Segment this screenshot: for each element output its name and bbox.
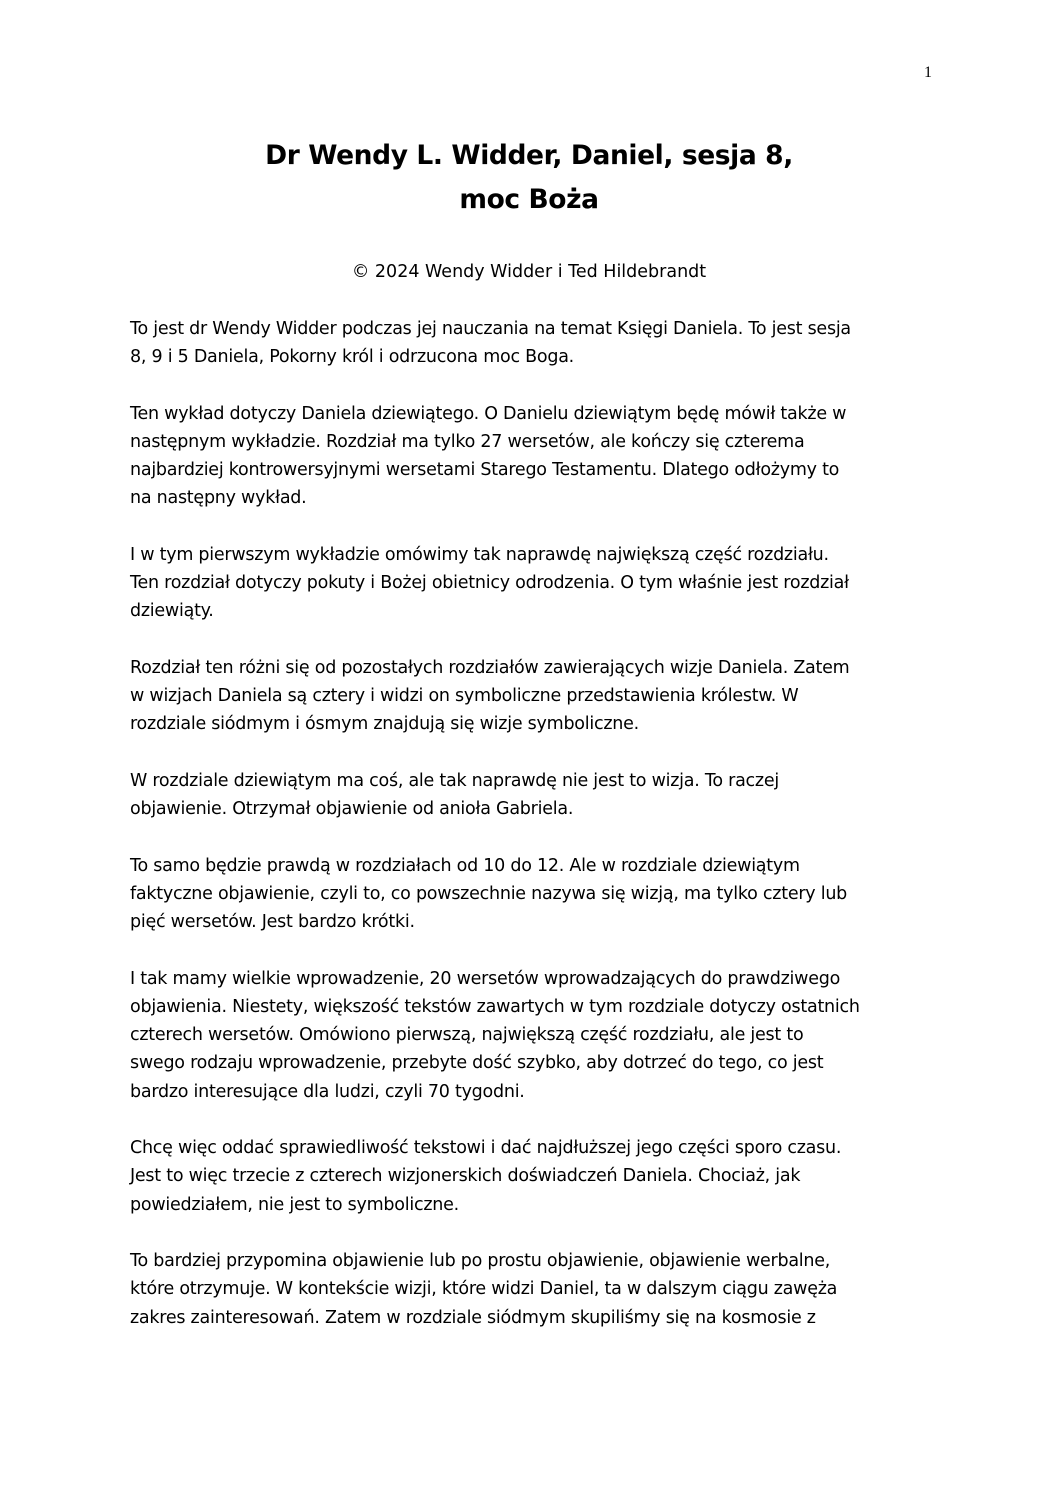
paragraph-line: I tak mamy wielkie wprowadzenie, 20 wersetów wprowadzających do prawdziwego (130, 968, 841, 989)
paragraph-line: Chcę więc oddać sprawiedliwość tekstowi i dać najdłuższej jego części sporo czasu. (130, 1138, 842, 1159)
paragraph-line: W rozdziale dziewiątym ma coś, ale tak naprawdę nie jest to wizja. To raczej (130, 771, 779, 791)
paragraph (130, 1134, 940, 1219)
paragraph (130, 541, 940, 626)
paragraph-line: na następny wykład. (130, 488, 307, 509)
paragraph (130, 315, 940, 371)
paragraph-line: Ten wykład dotyczy Daniela dziewiątego. O Danielu dziewiątym będę mówił także w (130, 403, 847, 424)
paragraph-line: w wizjach Daniela są cztery i widzi on symboliczne przedstawienia królestw. W (130, 686, 799, 707)
paragraph-line: pięć wersetów. Jest bardzo krótki. (130, 912, 415, 933)
paragraph-line: dziewiąty. (130, 601, 214, 622)
copyright-notice: © 2024 Wendy Widder i Ted Hildebrandt (351, 262, 707, 282)
paragraph-line: rozdziale siódmym i ósmym znajdują się wizje symboliczne. (130, 714, 639, 735)
paragraph-line: Jest to więc trzecie z czterech wizjonerskich doświadczeń Daniela. Chociaż, jak (130, 1166, 801, 1187)
paragraph-line: To jest dr Wendy Widder podczas jej nauczania na temat Księgi Daniela. To jest sesja (130, 319, 851, 339)
paragraph-line: Rozdział ten różni się od pozostałych rozdziałów zawierających wizje Daniela. Zatem (130, 658, 850, 678)
paragraph-line: To samo będzie prawdą w rozdziałach od 10 do 12. Ale w rozdziale dziewiątym (130, 855, 800, 876)
document-title (0, 134, 1058, 222)
paragraph-line: zakres zainteresowań. Zatem w rozdziale siódmym skupiliśmy się na kosmosie z (130, 1307, 816, 1328)
paragraph (130, 400, 940, 513)
paragraph-line: objawienie. Otrzymał objawienie od anioła Gabriela. (130, 799, 574, 820)
paragraph-line: I w tym pierwszym wykładzie omówimy tak naprawdę największą część rozdziału. (130, 545, 829, 565)
paragraph-line: bardzo interesujące dla ludzi, czyli 70 tygodni. (130, 1081, 525, 1102)
paragraph (130, 965, 940, 1106)
paragraph (130, 654, 940, 739)
paragraph (130, 767, 940, 823)
page-number: 1 (924, 64, 932, 81)
paragraph-line: które otrzymuje. W kontekście wizji, które widzi Daniel, ta w dalszym ciągu zawęża (130, 1279, 838, 1300)
paragraph (130, 852, 940, 937)
paragraph-line: następnym wykładzie. Rozdział ma tylko 27 wersetów, ale kończy się czterema (130, 432, 805, 452)
paragraph-line: faktyczne objawienie, czyli to, co powszechnie nazywa się wizją, ma tylko cztery lub (130, 884, 848, 904)
paragraph-line: powiedziałem, nie jest to symboliczne. (130, 1194, 459, 1215)
paragraph-line: swego rodzaju wprowadzenie, przebyte dość szybko, aby dotrzeć do tego, co jest (130, 1053, 824, 1074)
paragraph-line: czterech wersetów. Omówiono pierwszą, największą część rozdziału, ale jest to (130, 1025, 804, 1046)
paragraph-line: najbardziej kontrowersyjnymi wersetami Starego Testamentu. Dlatego odłożymy to (130, 460, 840, 481)
paragraph (130, 1247, 940, 1332)
paragraph-line: To bardziej przypomina objawienie lub po prostu objawienie, objawienie werbalne, (130, 1251, 831, 1272)
title-line-2: moc Boża (459, 184, 599, 215)
paragraph-line: 8, 9 i 5 Daniela, Pokorny król i odrzucona moc Boga. (130, 347, 574, 368)
paragraph-line: objawienia. Niestety, większość tekstów zawartych w tym rozdziale dotyczy ostatnich (130, 997, 860, 1017)
paragraph-line: Ten rozdział dotyczy pokuty i Bożej obietnicy odrodzenia. O tym właśnie jest rozdział (130, 573, 849, 594)
document-body (130, 315, 940, 1360)
title-line-1: Dr Wendy L. Widder, Daniel, sesja 8, (265, 140, 793, 171)
